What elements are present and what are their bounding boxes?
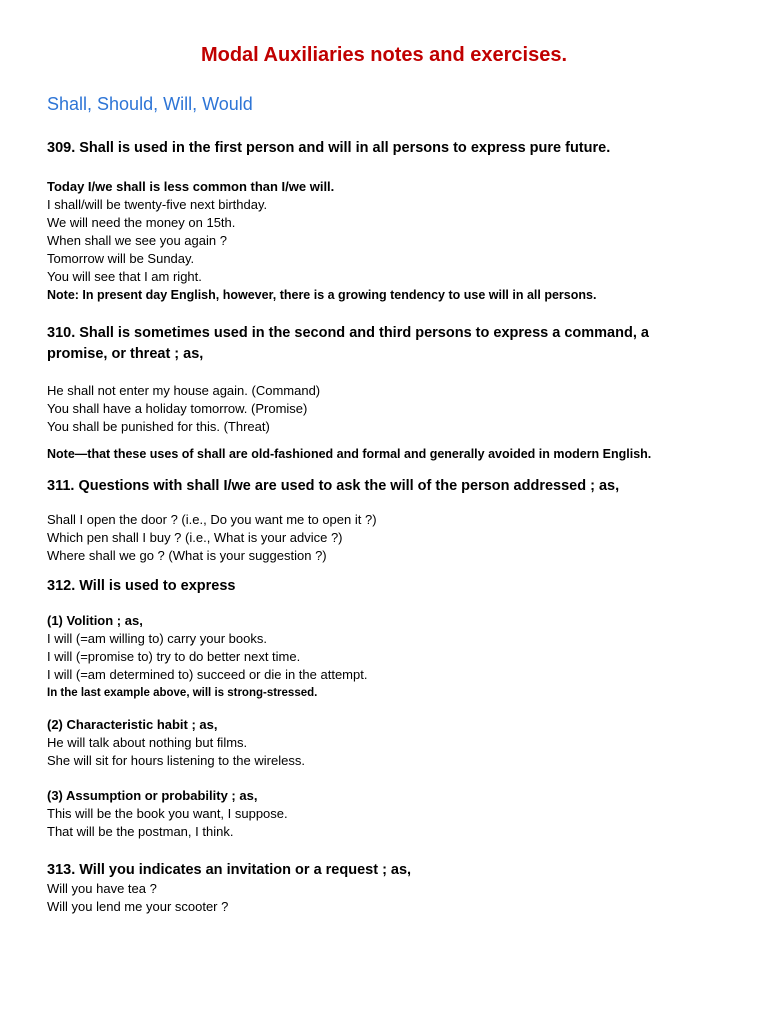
rule-312-heading: 312. Will is used to express bbox=[47, 578, 236, 594]
volition-note: In the last example above, will is strong-stressed. bbox=[47, 687, 318, 699]
example-line: Will you lend me your scooter ? bbox=[47, 899, 229, 914]
example-line: Tomorrow will be Sunday. bbox=[47, 251, 195, 266]
rule-311-heading: 311. Questions with shall I/we are used to ask the will of the person addressed ; as, bbox=[47, 478, 620, 494]
rule-310-body bbox=[47, 382, 320, 436]
rule-313-body bbox=[47, 880, 228, 916]
rule-309-note: Note: In present day English, however, there is a growing tendency to use will in all persons. bbox=[47, 288, 597, 302]
example-line: Shall I open the door ? (i.e., Do you want me to open it ?) bbox=[47, 512, 377, 527]
rule-309-subheading: Today I/we shall is less common than I/we will. bbox=[47, 179, 335, 194]
example-line: She will sit for hours listening to the wireless. bbox=[47, 753, 305, 768]
example-line: You shall be punished for this. (Threat) bbox=[47, 419, 270, 434]
rule-310-note: Note—that these uses of shall are old-fashioned and formal and generally avoided in modern English. bbox=[47, 447, 652, 461]
example-line: That will be the postman, I think. bbox=[47, 824, 234, 839]
example-line: I shall/will be twenty-five next birthday. bbox=[47, 197, 268, 212]
rule-313-heading: 313. Will you indicates an invitation or a request ; as, bbox=[47, 862, 412, 878]
rule-312-habit bbox=[47, 716, 305, 770]
rule-309-heading: 309. Shall is used in the first person and will in all persons to express pure future. bbox=[47, 140, 611, 156]
example-line: You will see that I am right. bbox=[47, 269, 202, 284]
example-line: He will talk about nothing but films. bbox=[47, 735, 248, 750]
example-line: I will (=promise to) try to do better next time. bbox=[47, 649, 301, 664]
volition-label: (1) Volition ; as, bbox=[47, 613, 143, 628]
example-line: We will need the money on 15th. bbox=[47, 215, 236, 230]
rule-309-body bbox=[47, 178, 596, 304]
rule-312-assumption bbox=[47, 787, 288, 841]
example-line: I will (=am determined to) succeed or die in the attempt. bbox=[47, 667, 368, 682]
example-line: You shall have a holiday tomorrow. (Promise) bbox=[47, 401, 308, 416]
example-line: Where shall we go ? (What is your suggestion ?) bbox=[47, 548, 327, 563]
rule-312-volition bbox=[47, 612, 367, 702]
example-line: When shall we see you again ? bbox=[47, 233, 227, 248]
document-title: Modal Auxiliaries notes and exercises. bbox=[200, 44, 568, 66]
example-line: Will you have tea ? bbox=[47, 881, 157, 896]
example-line: Which pen shall I buy ? (i.e., What is your advice ?) bbox=[47, 530, 343, 545]
rule-310-heading: 310. Shall is sometimes used in the second and third persons to express a command, a promise, or threat ; as, bbox=[47, 325, 649, 362]
example-line: This will be the book you want, I suppose. bbox=[47, 806, 288, 821]
rule-311-body bbox=[47, 511, 377, 565]
habit-label: (2) Characteristic habit ; as, bbox=[47, 717, 218, 732]
section-subtitle: Shall, Should, Will, Would bbox=[47, 94, 253, 114]
example-line: He shall not enter my house again. (Command) bbox=[47, 383, 321, 398]
assumption-label: (3) Assumption or probability ; as, bbox=[47, 788, 258, 803]
example-line: I will (=am willing to) carry your books. bbox=[47, 631, 267, 646]
